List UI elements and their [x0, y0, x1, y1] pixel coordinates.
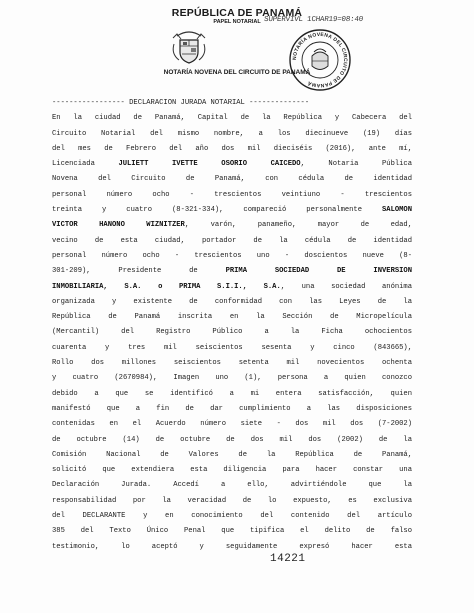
- text-line: [52, 524, 412, 539]
- text-segment: Circuito Notarial del mismo nombre, a los diecinueve (19) días: [52, 129, 412, 138]
- text-line: [52, 142, 412, 157]
- notary-seal-icon: [288, 28, 352, 92]
- bold-text-segment: JULIETT IVETTE OSORIO CAICEDO: [118, 160, 301, 169]
- declaration-body: [52, 96, 412, 555]
- text-segment: cuarenta y tres mil seiscientos sesenta y cinco (843665),: [52, 343, 412, 352]
- text-line: [52, 203, 412, 218]
- text-segment: ----------------- DECLARACION JURADA NOTARIAL --------------: [52, 99, 310, 107]
- serial-stamp: SUPERVIVL 1CHAR19=08:40: [263, 16, 364, 24]
- text-line: [52, 111, 412, 126]
- text-line: [52, 188, 412, 203]
- text-segment: República de Panamá inscrita en la Sección de Micropelícula: [52, 313, 412, 322]
- seal-lettering: NOTARÍA NOVENA DEL CIRCUITO DE PANAMÁ: [291, 31, 349, 89]
- republic-title: REPÚBLICA DE PANAMÁ: [171, 7, 303, 19]
- text-segment: , varón, panameño, mayor de edad,: [184, 221, 412, 230]
- text-segment: personal número ocho - trescientos veintiuno - trescientos: [52, 190, 412, 199]
- text-line: [52, 264, 412, 279]
- text-segment: organizada y existente de conformidad con las Leyes de la: [52, 297, 412, 306]
- text-segment: , una sociedad anónima: [280, 282, 412, 291]
- text-line: [52, 157, 412, 172]
- text-line: [52, 509, 412, 524]
- text-line: [52, 371, 412, 386]
- text-segment: manifestó que a fin de dar cumplimiento a las disposiciones: [52, 404, 412, 413]
- text-line: [52, 325, 412, 340]
- text-segment: solicitó que extendiera esta diligencia para hacer constar una: [52, 466, 412, 475]
- text-segment: personal número ocho - trescientos uno - doscientos nueve (8-: [52, 251, 412, 260]
- text-line: [52, 280, 412, 295]
- text-segment: 301-209), Presidente de: [52, 267, 226, 276]
- text-line: [52, 417, 412, 432]
- text-line: [52, 448, 412, 463]
- text-segment: (Mercantil) del Registro Público a la Ficha ochocientos: [52, 328, 412, 337]
- text-line: [52, 356, 412, 371]
- text-line: [52, 402, 412, 417]
- text-segment: Licenciada: [52, 160, 119, 169]
- bold-text-segment: VICTOR HANONO WIZNITZER: [52, 221, 185, 230]
- text-segment: vecino de esta ciudad, portador de la cédula de identidad: [52, 236, 412, 245]
- text-line: [52, 218, 412, 233]
- text-segment: testimonio, lo aceptó y seguidamente expresó hacer esta: [52, 542, 412, 551]
- coat-of-arms-icon: [169, 30, 209, 66]
- text-segment: Comisión Nacional de Valores de la República de Panamá,: [52, 450, 412, 459]
- text-segment: del DECLARANTE y en conocimiento del contenido del artículo: [52, 512, 412, 521]
- text-line: [52, 234, 412, 249]
- notaria-heading: NOTARÍA NOVENA DEL CIRCUITO DE PANAMÁ: [163, 69, 311, 76]
- text-line: [52, 494, 412, 509]
- text-segment: contenidas en el Acuerdo número siete - dos mil dos (7-2002): [52, 420, 412, 429]
- text-segment: Rollo dos millones seiscientos setenta mil novecientos ochenta: [52, 359, 412, 368]
- text-line: [52, 96, 412, 111]
- text-segment: de octubre (14) de octubre de dos mil dos (2002) de la: [52, 435, 412, 444]
- text-line: [52, 463, 412, 478]
- text-segment: y cuatro (2670984), Imagen uno (1), persona a quien conozco: [52, 374, 412, 383]
- text-line: [52, 341, 412, 356]
- text-segment: responsabilidad por la veracidad de lo expuesto, es exclusiva: [52, 496, 412, 505]
- text-segment: , Notaria Pública: [300, 160, 412, 169]
- page-number: 14221: [270, 553, 306, 565]
- bold-text-segment: PRIMA SOCIEDAD DE INVERSION: [225, 267, 412, 276]
- text-line: [52, 295, 412, 310]
- paper-type-label: PAPEL NOTARIAL: [213, 19, 261, 25]
- text-segment: del mes de Febrero del año dos mil dieciséis (2016), ante mí,: [52, 144, 412, 153]
- text-segment: Novena del Circuito de Panamá, con cédula de identidad: [52, 175, 412, 184]
- text-segment: Declaración Jurada. Accedí a ello, advirtiéndole que la: [52, 481, 412, 490]
- text-line: [52, 249, 412, 264]
- text-segment: 385 del Texto Único Penal que tipifica el delito de falso: [52, 527, 412, 536]
- text-line: [52, 172, 412, 187]
- text-segment: En la ciudad de Panamá, Capital de la República y Cabecera del: [52, 114, 412, 123]
- text-line: [52, 433, 412, 448]
- bold-text-segment: INMOBILIARIA, S.A. o PRIMA S.I.I., S.A.: [52, 282, 281, 291]
- text-segment: debido a que se identificó a mi entera satisfacción, quien: [52, 389, 412, 398]
- bold-text-segment: SALOMON: [382, 206, 412, 215]
- text-segment: treinta y cuatro (8-321-334), compareció personalmente: [52, 206, 382, 215]
- text-line: [52, 310, 412, 325]
- text-line: [52, 387, 412, 402]
- text-line: [52, 127, 412, 142]
- text-line: [52, 540, 412, 555]
- text-line: [52, 478, 412, 493]
